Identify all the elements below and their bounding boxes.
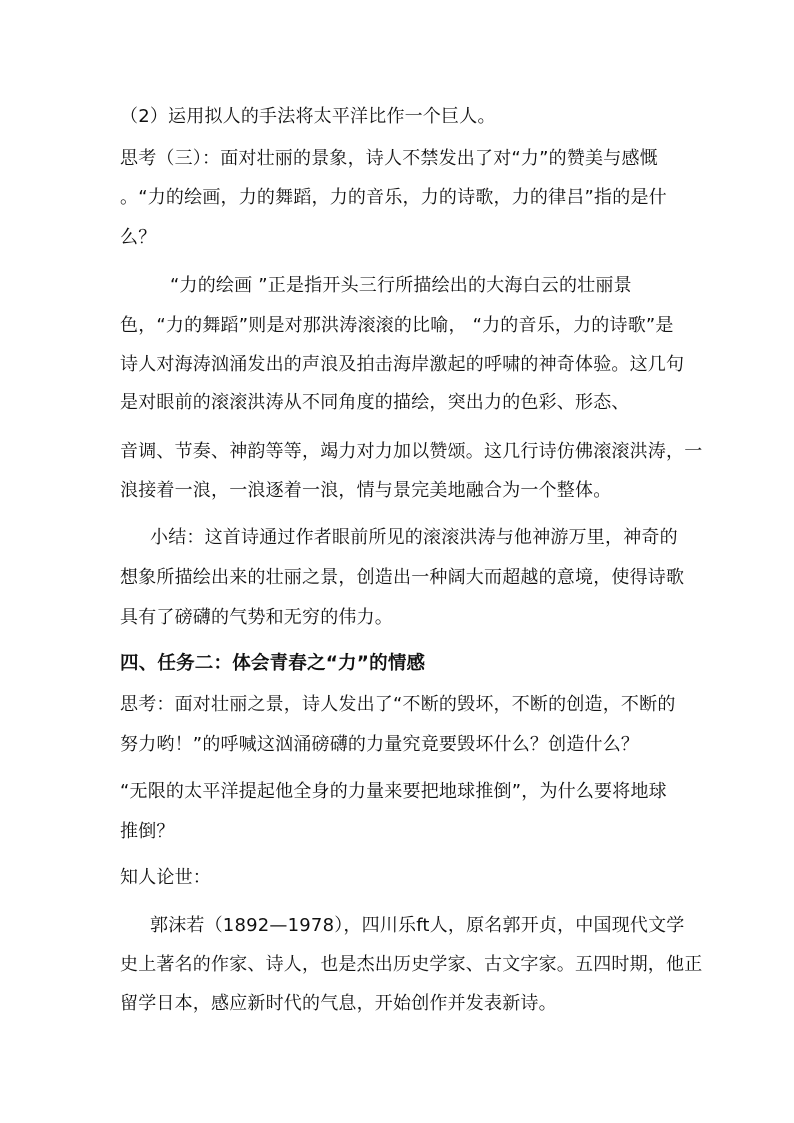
text-line-19: 知人论世： (120, 867, 211, 888)
text-line-16: 努力哟！”的呼喊这汹涌磅礴的力量究竟要毁坏什么？创造什么？ (120, 734, 640, 755)
text-line-6: 色，“力的舞蹈”则是对那洪涛滚滚的比喻， “力的音乐，力的诗歌”是 (120, 315, 674, 336)
text-line-7: 诗人对海涛汹涌发出的声浪及拍击海岸激起的呼啸的神奇体验。这几句 (120, 354, 685, 375)
text-line-13: 具有了磅礴的气势和无穷的伟力。 (120, 607, 393, 628)
text-line-17: “无限的太平洋提起他全身的力量来要把地球推倒”，为什么要将地球 (120, 781, 667, 802)
text-line-15: 思考：面对壮丽之景，诗人发出了“不断的毁坏，不断的创造，不断的 (120, 694, 676, 715)
text-line-11: 小结：这首诗通过作者眼前所见的滚滚洪涛与他神游万里，神奇的 (150, 527, 678, 548)
text-line-4: 么？ (120, 227, 157, 248)
section-heading: 四、任务二：体会青春之“力”的情感 (120, 653, 426, 674)
text-line-5: “力的绘画 ”正是指开头三行所描绘出的大海白云的壮丽景 (170, 275, 632, 296)
text-line-21: 史上著名的作家、诗人，也是杰出历史学家、古文字家。五四时期，他正 (120, 954, 703, 975)
text-line-22: 留学日本，感应新时代的气息，开始创作并发表新诗。 (120, 993, 557, 1014)
text-line-8: 是对眼前的滚滚洪涛从不同角度的描绘，突出力的色彩、形态、 (120, 392, 630, 413)
text-line-10: 浪接着一浪，一浪逐着一浪，情与景完美地融合为一个整体。 (120, 480, 612, 501)
text-line-3: 。“力的绘画，力的舞蹈，力的音乐，力的诗歌，力的律吕”指的是什 (120, 187, 667, 208)
text-line-12: 想象所描绘出来的壮丽之景，创造出一种阔大而超越的意境，使得诗歌 (120, 567, 685, 588)
text-line-2: 思考（三）：面对壮丽的景象，诗人不禁发出了对“力”的赞美与感慨 (120, 148, 658, 169)
text-line-1: （2）运用拟人的手法将太平洋比作一个巨人。 (120, 106, 496, 127)
text-line-9: 音调、节奏、神韵等等，竭力对力加以赞颂。这几行诗仿佛滚滚洪涛，一 (120, 441, 703, 462)
text-line-18: 推倒？ (120, 821, 175, 842)
text-line-20: 郭沫若（1892—1978），四川乐ft人，原名郭开贞，中国现代文学 (150, 915, 685, 936)
